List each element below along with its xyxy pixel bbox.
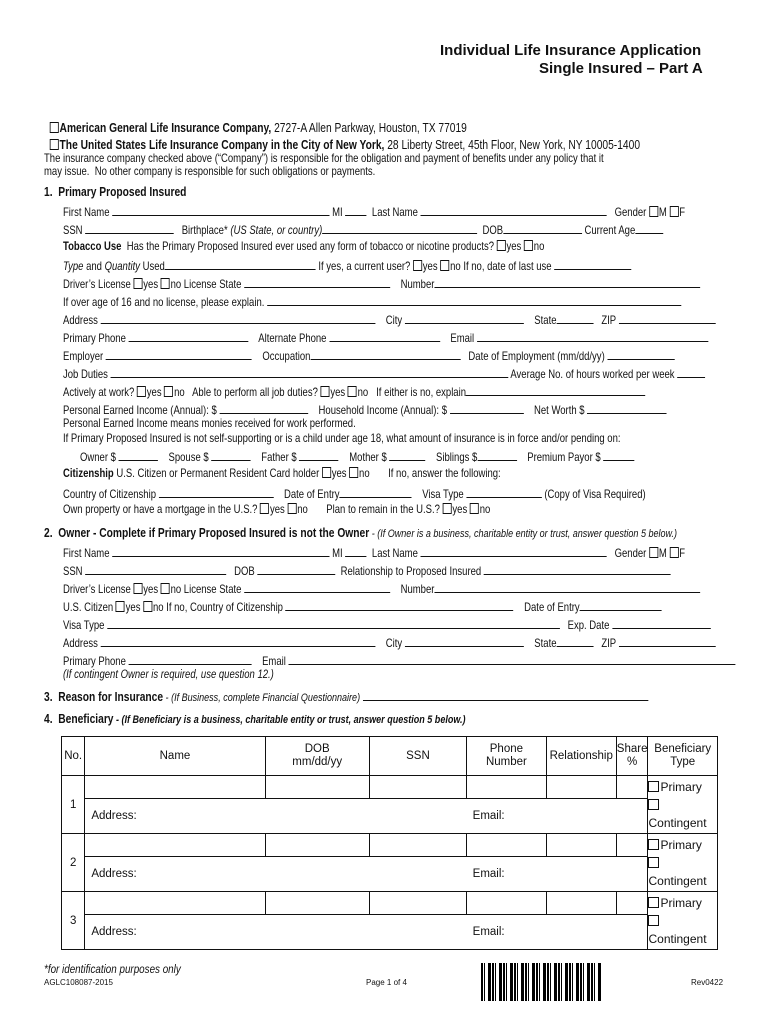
- s2-row-license: Driver’s License yes no License State Number: [63, 581, 700, 597]
- s1-property-no-checkbox[interactable]: [287, 503, 296, 514]
- col-name: Name: [85, 737, 265, 776]
- ben-phone-cell[interactable]: [467, 834, 547, 857]
- s1-last-use-date-field[interactable]: [554, 258, 631, 270]
- ben-ssn-cell[interactable]: [369, 834, 466, 857]
- s2-country-field[interactable]: [286, 599, 514, 611]
- s2-email-field[interactable]: [289, 653, 736, 665]
- row-number: 2: [62, 834, 85, 892]
- primary-option[interactable]: Primary: [648, 894, 717, 912]
- s1-row-phone: Primary Phone Alternate Phone Email: [63, 330, 708, 346]
- s2-gender-m-checkbox[interactable]: [649, 547, 658, 558]
- ben-dob-cell[interactable]: [265, 776, 369, 799]
- beneficiary-header-row: [62, 737, 718, 776]
- form-id: AGLC108087-2015: [44, 978, 113, 987]
- section-2-title: 2. Owner - Complete if Primary Proposed Insured is not the Owner - (If Owner is a business, charitable entity or trust, answer question 5 below.): [44, 526, 678, 540]
- contingent-option[interactable]: Contingent: [648, 912, 717, 948]
- ben-type-cell: [648, 776, 718, 834]
- beneficiary-table: [61, 736, 718, 950]
- ben-address-cell[interactable]: Address:: [85, 915, 467, 950]
- table-row: [62, 776, 718, 799]
- s2-relationship-field[interactable]: [484, 563, 671, 575]
- s1-able-no-checkbox[interactable]: [348, 386, 357, 397]
- s1-siblings-amt-field[interactable]: [477, 449, 516, 461]
- ben-share-cell[interactable]: [616, 776, 648, 799]
- s2-ssn-field[interactable]: [85, 563, 226, 575]
- ben-type-cell: [648, 834, 718, 892]
- table-row: [62, 892, 718, 915]
- s1-row-address: Address City State ZIP: [63, 312, 715, 328]
- s2-contingent-note: (If contingent Owner is required, use question 12.): [63, 668, 274, 681]
- s2-row-citizen: U.S. Citizen yes no If no, Country of Citizenship Date of Entry: [63, 599, 662, 615]
- s1-row-tobacco: Tobacco Use Has the Primary Proposed Insured ever used any form of tobacco or nicotine products? yes no: [63, 240, 545, 253]
- s1-row-citizenship: Citizenship U.S. Citizen or Permanent Resident Card holder yes no If no, answer the following:: [63, 467, 501, 480]
- s1-license-number-field[interactable]: [434, 276, 700, 288]
- ben-email-cell[interactable]: Email:: [467, 915, 648, 950]
- s1-address-field[interactable]: [101, 312, 376, 324]
- s1-doe-field[interactable]: [607, 348, 674, 360]
- s1-gender-f-checkbox[interactable]: [669, 206, 678, 217]
- s2-mi-field[interactable]: [345, 545, 366, 557]
- s2-first-name-field[interactable]: [112, 545, 329, 557]
- s1-property-yes-checkbox[interactable]: [260, 503, 269, 514]
- s1-occupation-field[interactable]: [310, 348, 460, 360]
- s1-tobacco-yes-checkbox[interactable]: [497, 240, 506, 251]
- checkbox-usl[interactable]: [50, 139, 59, 150]
- s2-license-state-field[interactable]: [244, 581, 390, 593]
- section-1-title: 1. Primary Proposed Insured: [44, 185, 187, 199]
- ben-name-cell[interactable]: [85, 834, 265, 857]
- section-3: 3. Reason for Insurance - (If Business, complete Financial Questionnaire): [44, 689, 648, 705]
- s1-first-name-field[interactable]: [112, 204, 329, 216]
- s1-row-inforce: Owner $ Spouse $ Father $ Mother $ Siblings $ Premium Payor $: [80, 449, 634, 465]
- table-row: [62, 799, 718, 834]
- s2-dob-field[interactable]: [257, 563, 335, 575]
- s1-current-age-field[interactable]: [635, 222, 663, 234]
- table-row: [62, 915, 718, 950]
- ben-share-cell[interactable]: [616, 834, 648, 857]
- col-type: Beneficiary Type: [648, 737, 718, 776]
- ben-relationship-cell[interactable]: [546, 834, 616, 857]
- s1-hhi-field[interactable]: [450, 402, 524, 414]
- s2-last-name-field[interactable]: [421, 545, 607, 557]
- s1-city-field[interactable]: [405, 312, 524, 324]
- revision: Rev0422: [691, 978, 724, 987]
- s1-employer-field[interactable]: [106, 348, 252, 360]
- ben-name-cell[interactable]: [85, 892, 265, 915]
- ben-name-cell[interactable]: [85, 776, 265, 799]
- s1-last-name-field[interactable]: [421, 204, 607, 216]
- ben-phone-cell[interactable]: [467, 776, 547, 799]
- primary-option[interactable]: Primary: [648, 778, 717, 796]
- s1-able-yes-checkbox[interactable]: [321, 386, 330, 397]
- col-phone: Phone Number: [467, 737, 547, 776]
- s2-city-field[interactable]: [405, 635, 524, 647]
- s1-license-state-field[interactable]: [244, 276, 390, 288]
- company-option-agl: American General Life Insurance Company, 2727-A Allen Parkway, Houston, TX 77019: [44, 107, 467, 135]
- s2-row-ssn: SSN DOB Relationship to Proposed Insured: [63, 563, 671, 579]
- s1-either-explain-field[interactable]: [466, 384, 646, 396]
- s2-citizen-yes-checkbox[interactable]: [116, 601, 125, 612]
- s1-remain-yes-checkbox[interactable]: [443, 503, 452, 514]
- company-option-usl: The United States Life Insurance Company in the City of New York, 28 Liberty Street, 45th Floor, New York, NY 10005-1400: [44, 124, 640, 152]
- s1-row-type-qty: Type and Quantity Used If yes, a current user? yes no If no, date of last use: [63, 258, 631, 274]
- col-share: Share %: [616, 737, 648, 776]
- page-number: Page 1 of 4: [366, 978, 407, 987]
- s1-row-license: Driver’s License yes no License State Number: [63, 276, 700, 292]
- s1-row-income: Personal Earned Income (Annual): $ Household Income (Annual): $ Net Worth $: [63, 402, 667, 418]
- s2-row-name: First Name MI Last Name Gender M F: [63, 547, 686, 560]
- s1-mi-field[interactable]: [345, 204, 366, 216]
- s1-date-entry-field[interactable]: [340, 486, 412, 498]
- row-number: 3: [62, 892, 85, 950]
- primary-option[interactable]: Primary: [648, 836, 717, 854]
- s1-net-worth-field[interactable]: [587, 402, 667, 414]
- s2-citizen-no-checkbox[interactable]: [143, 601, 152, 612]
- contingent-option[interactable]: Contingent: [648, 854, 717, 890]
- s2-row-phone: Primary Phone Email: [63, 653, 735, 669]
- s1-row-ssn: SSN Birthplace* (US State, or country) DOB Current Age: [63, 222, 663, 238]
- s1-license-no-checkbox[interactable]: [161, 278, 170, 289]
- ben-ssn-cell[interactable]: [369, 776, 466, 799]
- form-title: Individual Life Insurance Application: [440, 42, 702, 59]
- s1-pei-note: Personal Earned Income means monies received for work performed.: [63, 417, 356, 430]
- s2-state-field[interactable]: [556, 635, 593, 647]
- ben-phone-cell[interactable]: [467, 892, 547, 915]
- s1-job-duties-field[interactable]: [111, 366, 509, 378]
- col-no: No.: [62, 737, 85, 776]
- s1-current-user-no-checkbox[interactable]: [440, 260, 449, 271]
- s1-primary-phone-field[interactable]: [129, 330, 249, 342]
- s1-visa-type-field[interactable]: [466, 486, 541, 498]
- s1-row-active: Actively at work? yes no Able to perform all job duties? yes no If either is no, explain: [63, 384, 646, 400]
- intro-line-2: may issue. No other company is responsible for such obligations or payments.: [44, 165, 376, 178]
- s1-license-yes-checkbox[interactable]: [133, 278, 142, 289]
- s1-citizen-yes-checkbox[interactable]: [322, 467, 331, 478]
- table-row: [62, 834, 718, 857]
- s1-remain-no-checkbox[interactable]: [470, 503, 479, 514]
- s2-zip-field[interactable]: [619, 635, 716, 647]
- ben-dob-cell[interactable]: [265, 834, 369, 857]
- s2-row-address: Address City State ZIP: [63, 635, 715, 651]
- s1-mother-amt-field[interactable]: [389, 449, 425, 461]
- barcode-image: [481, 963, 602, 1001]
- s1-active-yes-checkbox[interactable]: [137, 386, 146, 397]
- s3-reason-field[interactable]: [363, 689, 648, 701]
- s1-ssn-field[interactable]: [85, 222, 174, 234]
- s2-primary-phone-field[interactable]: [129, 653, 252, 665]
- s1-avg-hours-field[interactable]: [677, 366, 705, 378]
- s1-father-amt-field[interactable]: [299, 449, 338, 461]
- ben-relationship-cell[interactable]: [546, 892, 616, 915]
- s1-not-self-note: If Primary Proposed Insured is not self-supporting or is a child under age 18, what amount of insurance is in force and/or pending on:: [63, 432, 621, 445]
- s2-license-no-checkbox[interactable]: [161, 583, 170, 594]
- s1-row-name: First Name MI Last Name Gender M F: [63, 206, 686, 219]
- form-subtitle: Single Insured – Part A: [539, 60, 703, 77]
- s1-dob-field[interactable]: [503, 222, 582, 234]
- s2-row-visa: Visa Type Exp. Date: [63, 617, 710, 633]
- s2-license-number-field[interactable]: [434, 581, 700, 593]
- row-number: 1: [62, 776, 85, 834]
- s1-spouse-amt-field[interactable]: [211, 449, 250, 461]
- s1-country-field[interactable]: [159, 486, 274, 498]
- s1-row-property: Own property or have a mortgage in the U.S.? yes no Plan to remain in the U.S.? yes no: [63, 503, 491, 516]
- intro-line-1: The insurance company checked above (“Company”) is responsible for the obligation and payment of benefits under any policy that it: [44, 152, 604, 165]
- s2-gender-f-checkbox[interactable]: [669, 547, 678, 558]
- s1-type-qty-field[interactable]: [165, 258, 316, 270]
- s1-pei-field[interactable]: [219, 402, 308, 414]
- contingent-option[interactable]: Contingent: [648, 796, 717, 832]
- s1-tobacco-no-checkbox[interactable]: [524, 240, 533, 251]
- s1-owner-amt-field[interactable]: [119, 449, 158, 461]
- footnote: *for identification purposes only: [44, 962, 181, 976]
- ben-email-cell[interactable]: Email:: [467, 799, 648, 834]
- s1-citizen-no-checkbox[interactable]: [349, 467, 358, 478]
- s1-row-age16: If over age of 16 and no license, please explain.: [63, 294, 681, 310]
- s1-active-no-checkbox[interactable]: [164, 386, 173, 397]
- s1-payor-amt-field[interactable]: [603, 449, 634, 461]
- s1-email-field[interactable]: [477, 330, 708, 342]
- table-row: [62, 857, 718, 892]
- s1-gender-m-checkbox[interactable]: [649, 206, 658, 217]
- ben-address-cell[interactable]: Address:: [85, 799, 467, 834]
- ben-address-cell[interactable]: Address:: [85, 857, 467, 892]
- section-4-title: 4. Beneficiary - (If Beneficiary is a business, charitable entity or trust, answer question 5 below.): [44, 712, 466, 726]
- ben-type-cell: [648, 892, 718, 950]
- s1-row-employer: Employer Occupation Date of Employment (mm/dd/yy): [63, 348, 675, 364]
- s2-license-yes-checkbox[interactable]: [133, 583, 142, 594]
- s1-zip-field[interactable]: [619, 312, 716, 324]
- col-dob: DOB mm/dd/yy: [265, 737, 369, 776]
- ben-share-cell[interactable]: [616, 892, 648, 915]
- ben-email-cell[interactable]: Email:: [467, 857, 648, 892]
- s1-row-job-duties: Job Duties Average No. of hours worked per week: [63, 366, 705, 382]
- col-relationship: Relationship: [546, 737, 616, 776]
- s1-birthplace-field[interactable]: [322, 222, 477, 234]
- col-ssn: SSN: [369, 737, 466, 776]
- s1-state-field[interactable]: [556, 312, 593, 324]
- s1-row-country: Country of Citizenship Date of Entry Visa Type (Copy of Visa Required): [63, 488, 646, 501]
- s1-alt-phone-field[interactable]: [329, 330, 440, 342]
- s2-date-entry-field[interactable]: [580, 599, 662, 611]
- ben-relationship-cell[interactable]: [546, 776, 616, 799]
- s2-visa-type-field[interactable]: [107, 617, 560, 629]
- ben-ssn-cell[interactable]: [369, 892, 466, 915]
- s2-address-field[interactable]: [101, 635, 376, 647]
- s1-age16-explain-field[interactable]: [267, 294, 681, 306]
- s1-current-user-yes-checkbox[interactable]: [413, 260, 422, 271]
- ben-dob-cell[interactable]: [265, 892, 369, 915]
- s2-exp-date-field[interactable]: [612, 617, 710, 629]
